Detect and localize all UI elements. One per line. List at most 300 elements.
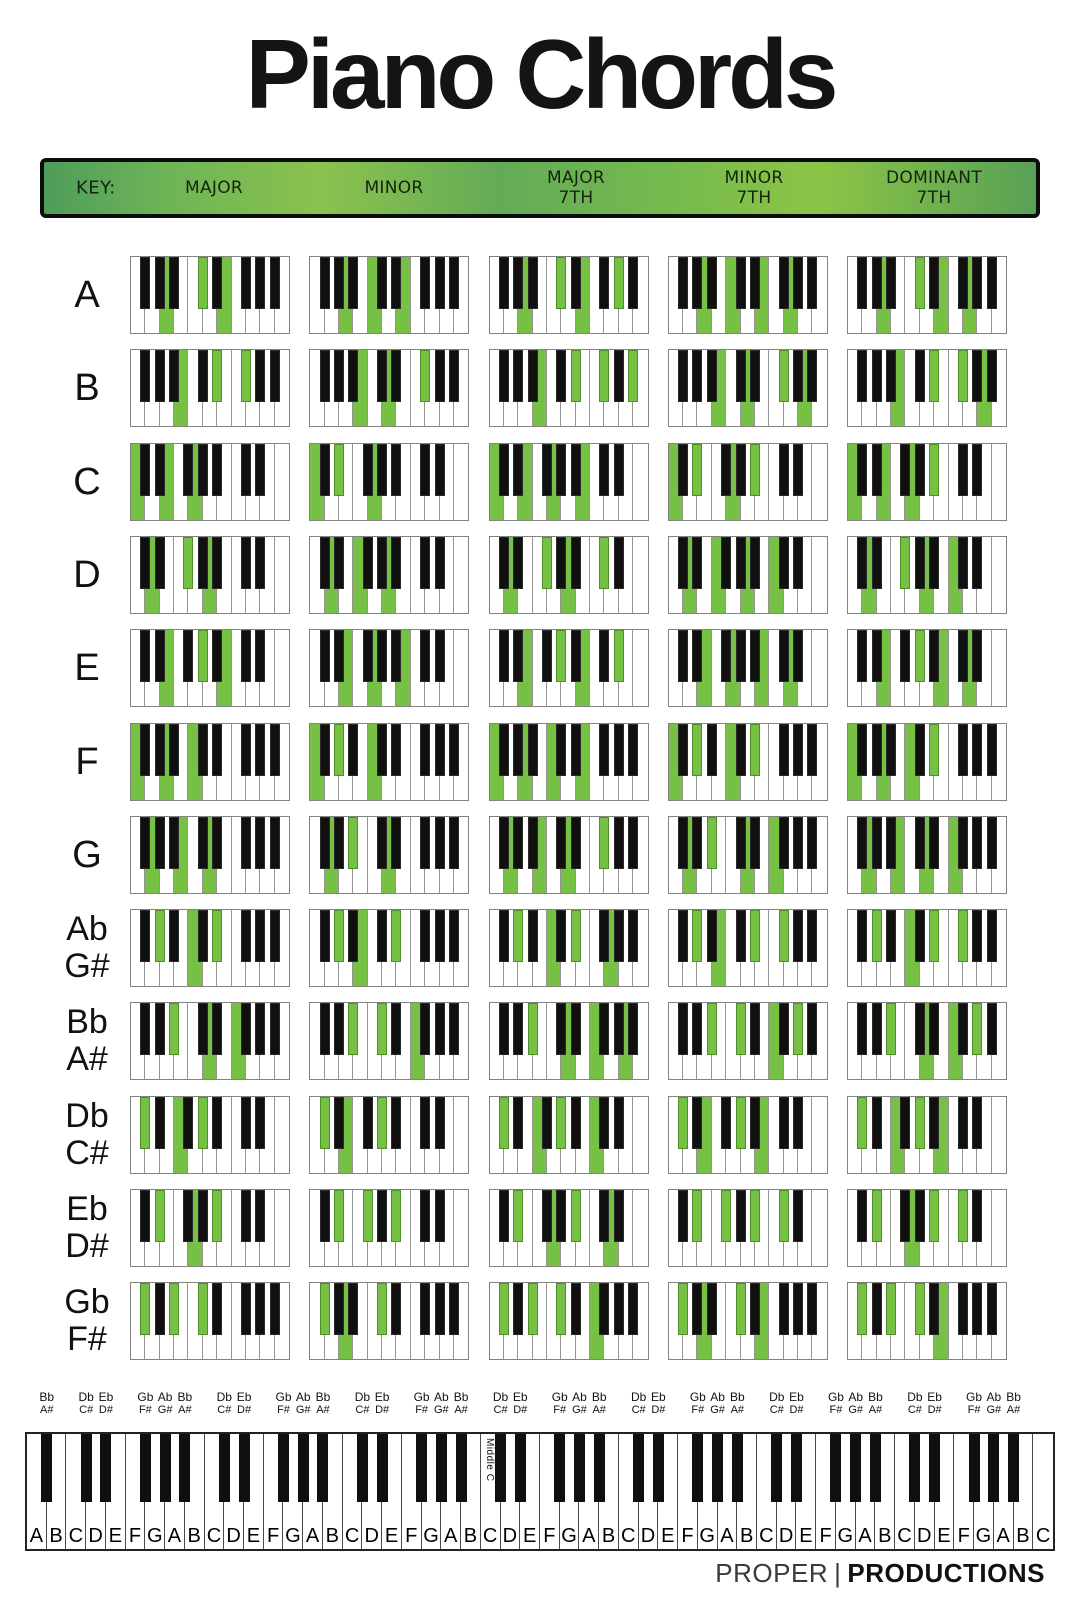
flat-name: Eb	[651, 1390, 666, 1404]
black-key	[255, 537, 265, 589]
black-key	[779, 444, 789, 496]
sharp-name: C#	[217, 1404, 232, 1416]
black-key	[736, 1097, 746, 1149]
black-key	[320, 724, 330, 776]
black-key	[614, 1283, 624, 1335]
black-key	[571, 1283, 581, 1335]
flat-name: Eb	[927, 1390, 942, 1404]
black-key	[958, 444, 968, 496]
sharp-name: F#	[553, 1404, 567, 1416]
black-key	[556, 910, 566, 962]
flat-name: Eb	[789, 1390, 804, 1404]
black-key	[915, 630, 925, 682]
black-key	[212, 1190, 222, 1242]
white-key-label: B	[463, 1525, 478, 1547]
black-key	[692, 444, 702, 496]
black-key	[198, 444, 208, 496]
black-key	[779, 1283, 789, 1335]
black-key	[736, 537, 746, 589]
black-key	[750, 257, 760, 309]
black-key	[554, 1434, 565, 1502]
black-key	[449, 910, 459, 962]
black-key	[857, 817, 867, 869]
black-key	[678, 350, 688, 402]
black-key	[909, 1434, 920, 1502]
black-key	[241, 537, 251, 589]
white-key-label: E	[384, 1525, 399, 1547]
black-key	[614, 444, 624, 496]
row-label-Db	[37, 1096, 137, 1174]
chord-keyboard-D-minor7	[668, 536, 828, 614]
chord-keyboard-D-major	[130, 536, 290, 614]
black-key	[435, 1283, 445, 1335]
black-key	[900, 444, 910, 496]
black-key	[377, 1283, 387, 1335]
black-key	[736, 350, 746, 402]
black-key	[212, 724, 222, 776]
black-key	[391, 444, 401, 496]
black-key	[212, 910, 222, 962]
black-key	[793, 910, 803, 962]
sharp-name: D#	[927, 1404, 942, 1416]
legend-column-2	[364, 178, 423, 198]
black-key	[377, 257, 387, 309]
black-key	[712, 1434, 723, 1502]
black-key	[416, 1434, 427, 1502]
black-key	[334, 724, 344, 776]
full-keyboard	[25, 1432, 1055, 1551]
row-label-line: D#	[65, 1227, 109, 1265]
black-key	[255, 1003, 265, 1055]
black-key	[435, 910, 445, 962]
black-key	[599, 257, 609, 309]
white-key-label: F	[267, 1525, 280, 1547]
black-key	[556, 1003, 566, 1055]
black-key	[972, 1283, 982, 1335]
chord-keyboard-B-minor7	[668, 349, 828, 427]
white-key	[992, 1097, 1006, 1173]
black-key	[793, 257, 803, 309]
black-key	[320, 817, 330, 869]
black-key	[449, 1283, 459, 1335]
white-key	[454, 537, 468, 613]
black-key	[334, 1283, 344, 1335]
black-key	[320, 1003, 330, 1055]
black-key	[212, 630, 222, 682]
black-key	[872, 257, 882, 309]
chord-keyboard-A-dominant7	[847, 256, 1007, 334]
black-key	[721, 444, 731, 496]
black-key	[435, 817, 445, 869]
black-key	[435, 1003, 445, 1055]
black-key	[212, 350, 222, 402]
black-key	[857, 444, 867, 496]
black-key	[183, 1097, 193, 1149]
black-key	[958, 1283, 968, 1335]
white-key-label: D	[778, 1525, 794, 1547]
row-label-line: F	[75, 740, 99, 783]
flat-name: Bb	[1006, 1390, 1021, 1404]
black-key	[972, 817, 982, 869]
black-key	[377, 537, 387, 589]
black-key	[779, 537, 789, 589]
black-key	[499, 1003, 509, 1055]
legend-column-3	[547, 168, 605, 208]
black-key	[633, 1434, 644, 1502]
black-key	[779, 630, 789, 682]
black-key	[499, 257, 509, 309]
black-key	[736, 1190, 746, 1242]
black-key	[807, 817, 817, 869]
black-key	[420, 350, 430, 402]
white-key-label: B	[878, 1525, 892, 1547]
black-key	[100, 1434, 111, 1502]
white-key-label: A	[582, 1525, 596, 1547]
black-key	[515, 1434, 526, 1502]
black-key	[169, 817, 179, 869]
black-key	[241, 724, 251, 776]
white-key-label: E	[522, 1525, 537, 1547]
black-key	[542, 537, 552, 589]
white-key-label: G	[837, 1525, 854, 1547]
black-key	[140, 537, 150, 589]
black-key-name	[226, 1390, 262, 1417]
sharp-name: G#	[157, 1404, 173, 1416]
sharp-name: G#	[986, 1404, 1002, 1416]
black-key	[599, 1190, 609, 1242]
black-key	[958, 817, 968, 869]
black-key	[198, 537, 208, 589]
flat-name: Eb	[98, 1390, 114, 1404]
white-key-label: G	[561, 1525, 577, 1547]
black-key	[449, 257, 459, 309]
sharp-name: A#	[39, 1404, 54, 1416]
white-key	[633, 537, 647, 613]
black-key	[958, 1190, 968, 1242]
black-key	[155, 910, 165, 962]
black-key	[363, 1190, 373, 1242]
black-key	[348, 257, 358, 309]
sharp-name: D#	[789, 1404, 804, 1416]
black-key	[348, 724, 358, 776]
black-key	[791, 1434, 802, 1502]
black-key	[915, 537, 925, 589]
black-key	[435, 1190, 445, 1242]
sharp-name: G#	[572, 1404, 587, 1416]
white-key-label: A	[720, 1525, 734, 1547]
black-key	[807, 910, 817, 962]
black-key	[420, 724, 430, 776]
black-key	[435, 537, 445, 589]
row-label-line: Db	[65, 1096, 109, 1135]
black-key	[779, 1097, 789, 1149]
white-key-label: G	[699, 1525, 715, 1547]
white-key	[812, 537, 826, 613]
black-key	[793, 350, 803, 402]
black-key	[528, 350, 538, 402]
chord-keyboard-F-major	[130, 723, 290, 801]
black-key-name	[640, 1390, 676, 1417]
black-key	[198, 630, 208, 682]
black-key	[528, 1283, 538, 1335]
flat-name: Ab	[434, 1390, 449, 1404]
black-key	[513, 724, 523, 776]
black-key	[334, 1190, 344, 1242]
black-key	[872, 817, 882, 869]
black-key	[594, 1434, 605, 1502]
black-key	[857, 1097, 867, 1149]
black-key	[377, 1434, 388, 1502]
white-key	[1033, 1434, 1053, 1549]
sharp-name: A#	[316, 1404, 330, 1416]
white-key-label: D	[640, 1525, 656, 1547]
flat-name: Gb	[413, 1390, 430, 1404]
black-key	[183, 630, 193, 682]
black-key	[556, 1190, 566, 1242]
black-key	[958, 1003, 968, 1055]
black-key	[363, 444, 373, 496]
legend-bar	[40, 158, 1040, 218]
white-key-label: G	[146, 1525, 163, 1547]
black-key	[599, 817, 609, 869]
black-key	[571, 1097, 581, 1149]
black-key	[692, 630, 702, 682]
black-key	[678, 630, 688, 682]
chord-keyboard-Eb-dominant7	[847, 1189, 1007, 1267]
black-key	[391, 350, 401, 402]
black-key	[528, 1003, 538, 1055]
black-key	[420, 257, 430, 309]
sharp-name: C#	[79, 1404, 94, 1416]
black-key	[420, 910, 430, 962]
chord-keyboard-C-minor7	[668, 443, 828, 521]
white-key-label: F	[128, 1525, 142, 1547]
black-key	[972, 910, 982, 962]
chord-keyboard-Db-minor	[309, 1096, 469, 1174]
black-key	[255, 1283, 265, 1335]
black-key	[958, 1097, 968, 1149]
black-key	[929, 537, 939, 589]
black-key	[363, 1097, 373, 1149]
black-key	[334, 817, 344, 869]
black-key	[377, 630, 387, 682]
chord-keyboard-Eb-major7	[489, 1189, 649, 1267]
black-key	[155, 817, 165, 869]
flat-name: Db	[630, 1390, 647, 1404]
black-key	[212, 444, 222, 496]
black-key	[542, 1097, 552, 1149]
black-key	[391, 630, 401, 682]
black-key	[571, 630, 581, 682]
black-key	[872, 537, 882, 589]
black-key	[972, 257, 982, 309]
flat-name: Bb	[177, 1390, 193, 1404]
black-key	[915, 350, 925, 402]
black-key	[320, 910, 330, 962]
white-key-label: F	[957, 1525, 970, 1547]
black-key	[420, 817, 430, 869]
legend-column-line: MINOR	[724, 168, 784, 188]
black-key	[391, 1190, 401, 1242]
row-label-line: D	[73, 553, 101, 596]
row-label-line: Ab	[66, 910, 108, 949]
black-key	[900, 1190, 910, 1242]
chord-keyboard-Ab-minor7	[668, 909, 828, 987]
black-key	[513, 630, 523, 682]
legend-column-line: MAJOR	[184, 178, 244, 198]
black-key-name	[88, 1390, 124, 1417]
black-key	[614, 910, 624, 962]
black-key	[779, 350, 789, 402]
black-key	[692, 1283, 702, 1335]
chord-keyboard-Bb-major7	[489, 1002, 649, 1080]
black-key	[155, 1003, 165, 1055]
black-key	[499, 537, 509, 589]
white-key	[992, 630, 1006, 706]
flat-name: Bb	[39, 1390, 55, 1404]
row-label-G	[37, 816, 137, 894]
black-key	[499, 444, 509, 496]
black-key	[850, 1434, 861, 1502]
black-key	[420, 537, 430, 589]
flat-name: Eb	[236, 1390, 252, 1404]
row-label-A	[37, 256, 137, 334]
black-key	[692, 1097, 702, 1149]
black-key	[155, 630, 165, 682]
black-key	[169, 350, 179, 402]
sharp-name: C#	[907, 1404, 922, 1416]
chord-keyboard-Db-major7	[489, 1096, 649, 1174]
black-key	[391, 1283, 401, 1335]
chord-keyboard-Bb-dominant7	[847, 1002, 1007, 1080]
black-key	[320, 1283, 330, 1335]
chord-keyboard-Gb-major7	[489, 1282, 649, 1360]
row-label-D	[37, 536, 137, 614]
chord-keyboard-E-major	[130, 629, 290, 707]
black-key	[857, 1283, 867, 1335]
sharp-name: F#	[829, 1404, 843, 1416]
black-key	[793, 1003, 803, 1055]
black-key	[886, 1003, 896, 1055]
black-key	[241, 1190, 251, 1242]
black-key	[958, 630, 968, 682]
black-key	[198, 724, 208, 776]
flat-name: Gb	[966, 1390, 983, 1404]
black-key	[987, 1003, 997, 1055]
chord-keyboard-C-minor	[309, 443, 469, 521]
chord-keyboard-Gb-minor	[309, 1282, 469, 1360]
black-key	[721, 1190, 731, 1242]
black-key	[972, 537, 982, 589]
black-key	[793, 537, 803, 589]
black-key	[678, 1097, 688, 1149]
black-key	[915, 1003, 925, 1055]
white-key-label: E	[246, 1525, 261, 1547]
black-key	[614, 724, 624, 776]
black-key	[241, 630, 251, 682]
black-key	[750, 1097, 760, 1149]
white-key-label: C	[482, 1525, 498, 1547]
black-key	[155, 1190, 165, 1242]
black-key	[241, 817, 251, 869]
sharp-name: C#	[631, 1404, 646, 1416]
page-title: Piano Chords	[245, 19, 835, 129]
black-key	[270, 910, 280, 962]
black-key	[513, 444, 523, 496]
black-key	[779, 724, 789, 776]
white-key	[454, 1097, 468, 1173]
black-key	[212, 1283, 222, 1335]
white-key-label: F	[405, 1525, 418, 1547]
black-key	[793, 444, 803, 496]
white-key-label: E	[799, 1525, 813, 1547]
black-key	[334, 910, 344, 962]
black-key	[198, 257, 208, 309]
black-key	[435, 1097, 445, 1149]
black-key	[857, 1190, 867, 1242]
black-key	[140, 1190, 150, 1242]
black-key	[571, 1190, 581, 1242]
black-key	[140, 910, 150, 962]
black-key	[614, 257, 624, 309]
chord-keyboard-Bb-minor	[309, 1002, 469, 1080]
flat-name: Ab	[295, 1390, 311, 1404]
black-key	[750, 537, 760, 589]
black-key	[614, 537, 624, 589]
white-key	[812, 444, 826, 520]
black-key	[499, 1283, 509, 1335]
black-key	[499, 630, 509, 682]
chord-keyboard-Gb-minor7	[668, 1282, 828, 1360]
row-label-line: G#	[64, 947, 110, 986]
black-key	[348, 910, 358, 962]
black-key	[255, 910, 265, 962]
black-key	[320, 350, 330, 402]
black-key	[449, 724, 459, 776]
black-key	[987, 350, 997, 402]
black-key	[542, 444, 552, 496]
black-key	[449, 817, 459, 869]
chord-keyboard-F-dominant7	[847, 723, 1007, 801]
chord-keyboard-Db-major	[130, 1096, 290, 1174]
white-key-label: A	[305, 1525, 320, 1547]
black-key	[357, 1434, 368, 1502]
chord-keyboard-G-dominant7	[847, 816, 1007, 894]
black-key	[872, 444, 882, 496]
chord-keyboard-F-minor7	[668, 723, 828, 801]
chord-keyboard-D-major7	[489, 536, 649, 614]
black-key	[334, 1003, 344, 1055]
black-key	[614, 817, 624, 869]
black-key	[278, 1434, 289, 1502]
black-key	[183, 444, 193, 496]
chord-keyboard-Eb-minor7	[668, 1189, 828, 1267]
black-key	[886, 910, 896, 962]
black-key	[915, 724, 925, 776]
black-key-name	[167, 1390, 203, 1417]
black-key	[707, 350, 717, 402]
flat-name: Bb	[729, 1390, 745, 1404]
black-key	[736, 630, 746, 682]
black-key	[270, 1283, 280, 1335]
black-key	[987, 724, 997, 776]
black-key	[678, 444, 688, 496]
white-key	[454, 630, 468, 706]
black-key	[707, 724, 717, 776]
black-key	[198, 910, 208, 962]
black-key	[513, 817, 523, 869]
black-key	[793, 817, 803, 869]
